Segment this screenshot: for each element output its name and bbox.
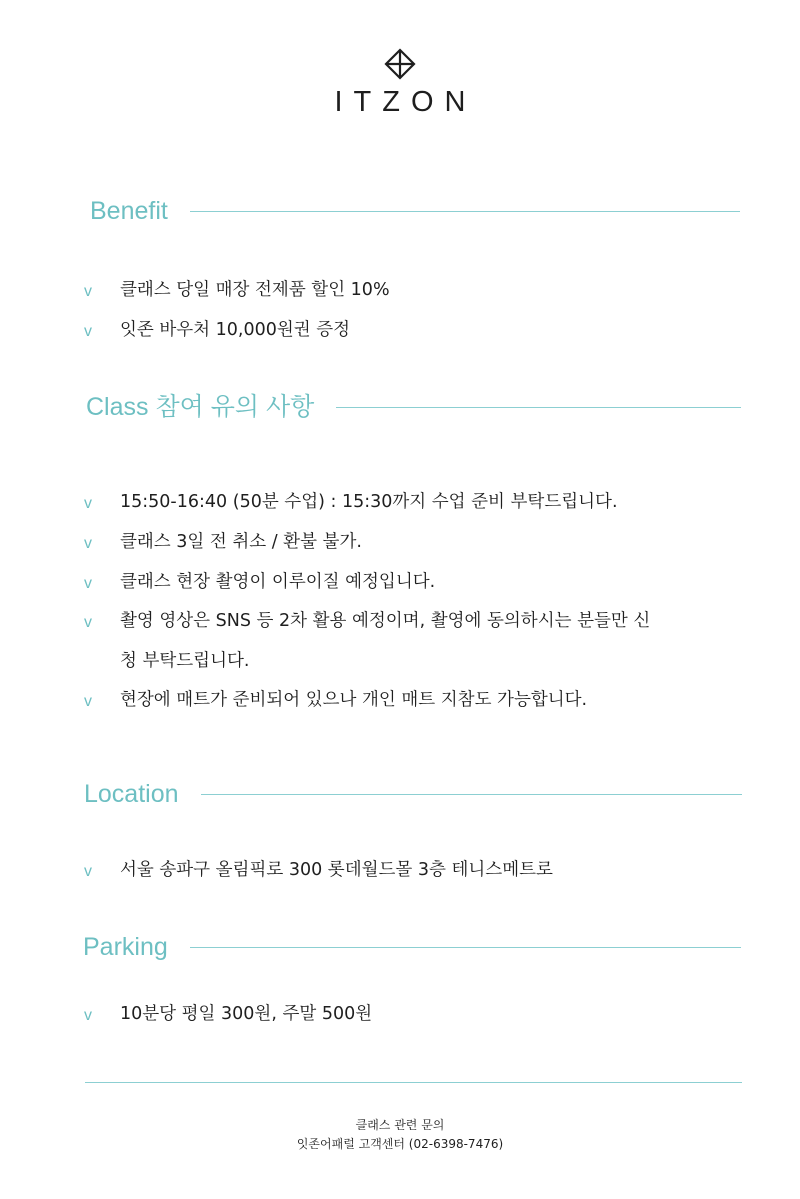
section-header-location [84,782,742,807]
section-divider [190,211,740,212]
section-divider [201,794,742,795]
list-item [84,850,744,890]
list-item [84,270,744,310]
brand-logo [0,48,800,119]
list-item-text: 촬영 영상은 SNS 등 2차 활용 예정이며, 촬영에 동의하시는 분들만 신청 부탁드립니다. [120,611,651,671]
check-icon: v [84,535,92,552]
list-item [84,994,744,1034]
check-icon: v [84,1007,92,1024]
list-item-text: 현장에 매트가 준비되어 있으나 개인 매트 지참도 가능합니다. [120,690,588,710]
list-item-text: 10분당 평일 300원, 주말 500원 [120,1004,373,1024]
section-header-parking [83,935,741,960]
check-icon: v [84,863,92,880]
check-icon: v [84,283,92,300]
section-header-class-notes [86,395,741,420]
list-item-text: 클래스 3일 전 취소 / 환불 불가. [120,532,362,552]
list-item [84,522,744,562]
list-item-text: 서울 송파구 올림픽로 300 롯데월드몰 3층 테니스메트로 [120,860,553,880]
list-item-text: 클래스 당일 매장 전제품 할인 10% [120,280,390,300]
diamond-cross-logo-icon [384,48,416,80]
section-title-benefit: Benefit [90,197,168,225]
brand-name: ITZON [334,86,477,118]
check-icon: v [84,323,92,340]
check-icon: v [84,495,92,512]
list-item-text: 클래스 현장 촬영이 이루이질 예정입니다. [120,572,436,592]
footer-divider [85,1082,742,1083]
section-title-class-notes: Class 참여 유의 사항 [86,393,315,421]
list-item [84,601,664,681]
footer-customer-center: 잇존어패럴 고객센터 (02-6398-7476) [296,1137,504,1151]
list-item-text: 잇존 바우처 10,000원권 증정 [120,320,351,340]
footer-inquiry-label: 클래스 관련 문의 [355,1118,445,1132]
section-header-benefit [90,199,740,224]
list-item [84,310,744,350]
list-item [84,680,744,720]
section-divider [190,947,741,948]
list-item [84,482,744,522]
section-divider [336,407,741,408]
check-icon: v [84,614,92,631]
list-item [84,562,744,602]
check-icon: v [84,693,92,710]
section-title-location: Location [84,780,179,808]
section-title-parking: Parking [83,933,168,961]
list-item-text: 15:50-16:40 (50분 수업) : 15:30까지 수업 준비 부탁드립니다. [120,492,618,512]
footer-contact [0,1116,800,1154]
check-icon: v [84,575,92,592]
